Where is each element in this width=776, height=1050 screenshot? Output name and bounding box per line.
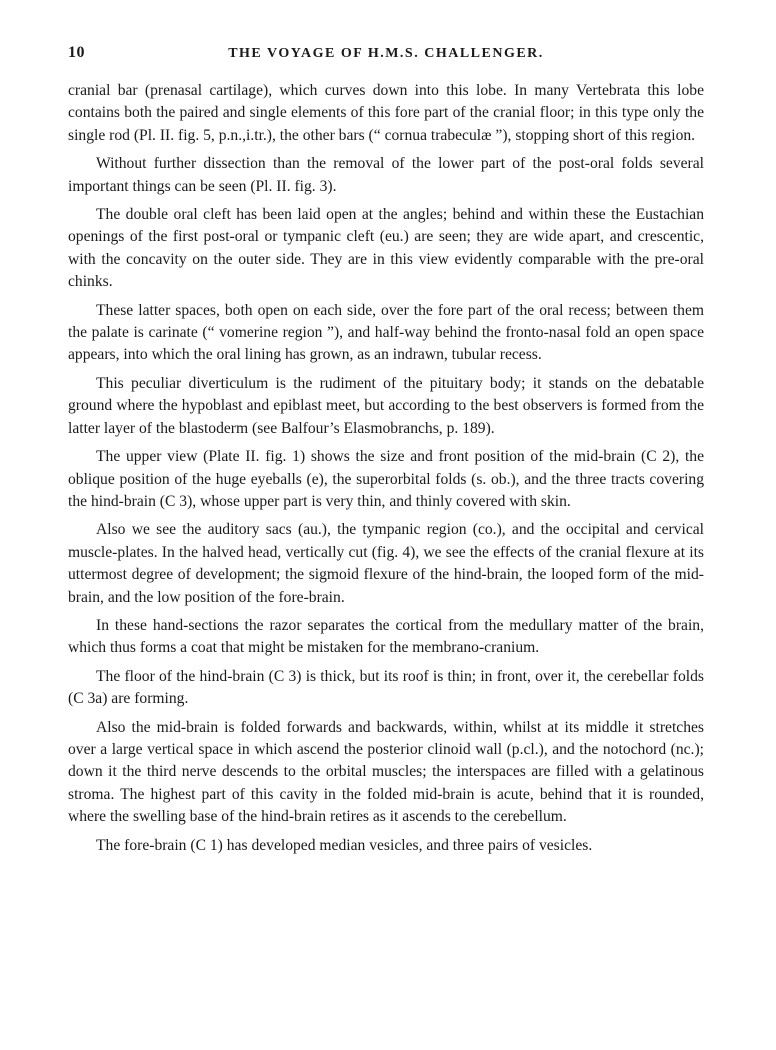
page-number: 10 <box>68 44 85 61</box>
paragraph: cranial bar (prenasal cartilage), which curves down into this lobe. In many Vertebrata this lobe contains both the paired and single elements of this fore part of the cranial floor; in this type only the single rod (Pl. II. fig. 5, p.n.,i.tr.), the other bars (“ cornua trabeculæ ”), stopping short of this region. <box>68 82 704 144</box>
page <box>68 44 704 863</box>
paragraph: Also the mid-brain is folded forwards and backwards, within, whilst at its middle it stretches over a large vertical space in which ascend the posterior clinoid wall (p.cl.), and the notochord (nc.); down it the third nerve descends to the orbital muscles; the interspaces are filled with a gelatinous stroma. The highest part of this cavity in the folded mid-brain is acute, behind that it is rounded, where the swelling base of the hind-brain retires as it ascends to the cerebellum. <box>68 718 704 826</box>
paragraph: In these hand-sections the razor separates the cortical from the medullary matter of the brain, which thus forms a coat that might be mistaken for the membrano-cranium. <box>68 616 704 657</box>
running-title: THE VOYAGE OF H.M.S. CHALLENGER. <box>228 46 544 61</box>
paragraph: Without further dissection than the removal of the lower part of the post-oral folds several important things can be seen (Pl. II. fig. 3). <box>68 155 704 195</box>
page-header <box>68 44 704 66</box>
paragraph: This peculiar diverticulum is the rudiment of the pituitary body; it stands on the debatable ground where the hypoblast and epiblast meet, but according to the best observers is formed from the latter layer of the blastoderm (see Balfour’s Elasmobranchs, p. 189). <box>68 374 704 437</box>
body-text <box>68 80 704 857</box>
paragraph: The floor of the hind-brain (C 3) is thick, but its roof is thin; in front, over it, the cerebellar folds (C 3a) are forming. <box>68 667 704 708</box>
paragraph: Also we see the auditory sacs (au.), the tympanic region (co.), and the occipital and cervical muscle-plates. In the halved head, vertically cut (fig. 4), we see the effects of the cranial flexure at its uttermost degree of development; the sigmoid flexure of the hind-brain, the looped form of the mid-brain, and the low position of the fore-brain. <box>68 521 704 606</box>
paragraph: The double oral cleft has been laid open at the angles; behind and within these the Eustachian openings of the first post-oral or tympanic cleft (eu.) are seen; they are wide apart, and crescentic, with the concavity on the outer side. They are in this view evidently comparable with the pre-oral chinks. <box>68 206 704 291</box>
paragraph: The fore-brain (C 1) has developed median vesicles, and three pairs of vesicles. <box>96 836 593 854</box>
paragraph: The upper view (Plate II. fig. 1) shows the size and front position of the mid-brain (C 2), the oblique position of the huge eyeballs (e), the superorbital folds (s. ob.), and the three tracts covering the hind-brain (C 3), whose upper part is very thin, and thinly covered with skin. <box>68 448 704 510</box>
paragraph: These latter spaces, both open on each side, over the fore part of the oral recess; between them the palate is carinate (“ vomerine region ”), and half-way behind the fronto-nasal fold an open space appears, into which the oral lining has grown, as an indrawn, tubular recess. <box>68 301 704 364</box>
